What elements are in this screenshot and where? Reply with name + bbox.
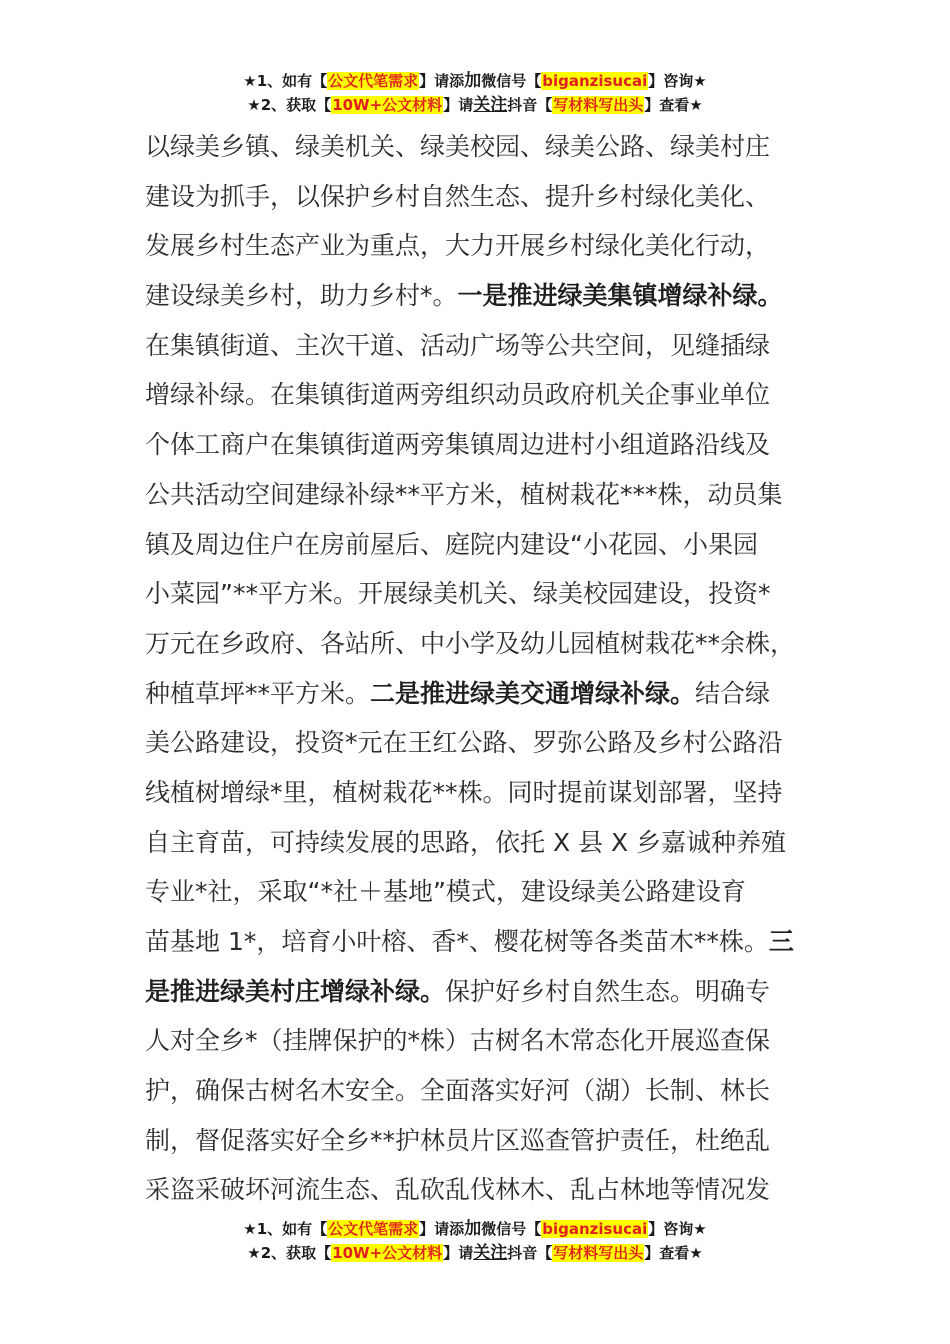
text-segment: 公共活动空间建绿补绿**平方米，植树栽花***株，动员集 [145,479,783,509]
banner-text: 】咨询★ [648,1220,707,1238]
text-segment: 保护好乡村自然生态。明确专 [445,976,771,1006]
banner-text: ★1、如有【 [243,1220,328,1238]
text-segment: 采盗采破坏河流生态、乱砍乱伐林木、乱占林地等情况发 [145,1175,771,1205]
text-segment: 种植草坪**平方米。 [145,678,371,708]
text-line [145,221,815,271]
banner-highlight: biganzisucai [542,72,648,90]
body-text [145,122,815,1215]
banner-text: 加 [464,71,482,91]
text-line [145,718,815,768]
text-line [145,867,815,917]
text-line [145,818,815,868]
text-segment: 建设绿美乡村，助力乡村*。 [145,281,458,311]
banner-text: 抖音【 [507,96,553,114]
banner-text: 】请 [443,96,474,114]
text-segment: 在集镇街道、主次干道、活动广场等公共空间，见缝插绿 [145,330,771,360]
banner-highlight: 10W+公文材料 [332,1244,443,1262]
banner-text: 】查看★ [644,1244,703,1262]
text-line [145,967,815,1017]
text-segment: 自主育苗，可持续发展的思路，依托 X 县 X 乡嘉诚种养殖 [145,827,787,857]
text-line [145,1116,815,1166]
text-line [145,370,815,420]
text-line [145,619,815,669]
banner-text: 】请添 [419,72,465,90]
banner-text: 】请添 [419,1220,465,1238]
text-line [145,470,815,520]
footer-banner [0,1218,950,1266]
text-line [145,569,815,619]
text-line [145,420,815,470]
text-segment: 线植树增绿*里，植树栽花**株。同时提前谋划部署，坚持 [145,777,783,807]
banner-highlight: 10W+公文材料 [332,96,443,114]
text-line [145,1016,815,1066]
banner-line-1 [0,1218,950,1242]
banner-text: 微信号【 [481,1220,542,1238]
text-segment: 建设为抓手，以保护乡村自然生态、提升乡村绿化美化、 [145,181,771,211]
bold-heading: 一是推进绿美集镇增绿补绿。 [457,281,783,311]
bold-heading: 是推进绿美村庄增绿补绿。 [145,976,446,1006]
text-line [145,172,815,222]
banner-text: ★1、如有【 [243,72,328,90]
text-line [145,122,815,172]
text-segment: 专业*社，采取“*社＋基地”模式，建设绿美公路建设育 [145,877,746,907]
text-segment: 制，督促落实好全乡**护林员片区巡查管护责任，杜绝乱 [145,1125,771,1155]
text-segment: 苗基地 1*，培育小叶榕、香*、樱花树等各类苗木**株。 [145,927,769,956]
text-line [145,669,815,719]
text-line [145,321,815,371]
text-segment: 增绿补绿。在集镇街道两旁组织动员政府机关企事业单位 [145,380,771,410]
text-line [145,271,815,321]
text-line [145,1066,815,1116]
banner-text: 加 [464,1219,482,1239]
banner-text: 关注 [473,1243,508,1263]
text-segment: 以绿美乡镇、绿美机关、绿美校园、绿美公路、绿美村庄 [145,132,771,161]
banner-line-2 [0,1242,950,1266]
text-segment: 结合绿 [695,678,771,708]
text-line [145,917,815,967]
banner-text: 微信号【 [481,72,542,90]
banner-text: 】查看★ [644,96,703,114]
text-segment: 护，确保古树名木安全。全面落实好河（湖）长制、林长 [145,1076,771,1106]
banner-text: 】咨询★ [648,72,707,90]
bold-heading: 二是推进绿美交通增绿补绿。 [370,678,696,708]
banner-highlight: biganzisucai [542,1220,648,1238]
banner-text: ★2、获取【 [247,96,332,114]
banner-text: 】请 [443,1244,474,1262]
text-line [145,520,815,570]
text-segment: 小菜园”**平方米。开展绿美机关、绿美校园建设，投资* [145,579,771,609]
banner-highlight: 公文代笔需求 [328,72,419,90]
header-banner [0,70,950,118]
banner-line-1 [0,70,950,94]
banner-line-2 [0,94,950,118]
banner-highlight: 公文代笔需求 [328,1220,419,1238]
banner-highlight: 写材料写出头 [553,1244,644,1262]
bold-heading: 三 [768,927,794,956]
text-segment: 人对全乡*（挂牌保护的*株）古树名木常态化开展巡查保 [145,1026,771,1056]
text-line [145,1165,815,1215]
banner-text: 抖音【 [507,1244,553,1262]
text-segment: 万元在乡政府、各站所、中小学及幼儿园植树栽花**余株， [145,628,796,658]
banner-text: 关注 [473,95,508,115]
text-segment: 镇及周边住户在房前屋后、庭院内建设“小花园、小果园 [145,529,758,559]
text-line [145,768,815,818]
text-segment: 美公路建设，投资*元在王红公路、罗弥公路及乡村公路沿 [145,728,783,758]
banner-text: ★2、获取【 [247,1244,332,1262]
text-segment: 发展乡村生态产业为重点，大力开展乡村绿化美化行动， [145,231,771,261]
banner-highlight: 写材料写出头 [553,96,644,114]
text-segment: 个体工商户在集镇街道两旁集镇周边进村小组道路沿线及 [145,430,771,460]
